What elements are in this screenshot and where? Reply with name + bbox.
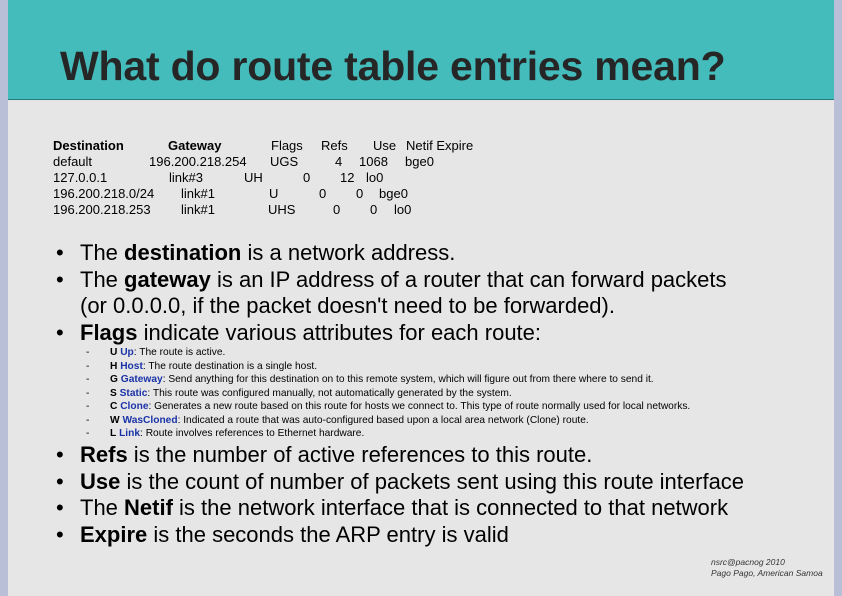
row-use: 0 xyxy=(356,186,364,201)
row-use: 0 xyxy=(370,202,378,217)
footer-line1: nsrc@pacnog 2010 xyxy=(711,557,785,567)
bullet-term: gateway xyxy=(124,267,211,292)
row-gateway: link#1 xyxy=(181,202,215,217)
bullet-marker: • xyxy=(56,442,64,467)
flag-text: L Link: Route involves references to Ethernet hardware. xyxy=(110,428,365,439)
bullet-term: destination xyxy=(124,240,242,265)
row-flags: UH xyxy=(244,170,263,185)
bullet-text: Expire is the seconds the ARP entry is valid xyxy=(80,522,509,547)
row-flags: UGS xyxy=(270,154,299,169)
bullet-continuation: (or 0.0.0.0, if the packet doesn't need to be forwarded). xyxy=(80,293,615,318)
row-destination: 127.0.0.1 xyxy=(53,170,108,185)
bullet-term: Use xyxy=(80,469,121,494)
row-refs: 4 xyxy=(335,154,343,169)
bullet-marker: • xyxy=(56,240,64,265)
bullet-text: The gateway is an IP address of a router that can forward packets xyxy=(80,267,727,292)
dash-marker: - xyxy=(86,401,90,412)
title-bar xyxy=(8,0,834,100)
row-gateway: link#1 xyxy=(181,186,215,201)
flag-text: W WasCloned: Indicated a route that was auto-configured based upon a local area network (Clone) route. xyxy=(110,414,589,426)
bullet-term: Expire xyxy=(80,522,148,547)
bullet-text: Use is the count of number of packets sent using this route interface xyxy=(80,469,745,494)
bullet-marker: • xyxy=(56,469,64,494)
header-netif-expire: Netif Expire xyxy=(406,138,474,153)
flag-text: S Static: This route was configured manually, not automatically generated by the system. xyxy=(110,387,512,399)
row-use: 1068 xyxy=(359,154,388,169)
row-gateway: 196.200.218.254 xyxy=(149,154,247,169)
row-netif: lo0 xyxy=(366,170,384,185)
row-refs: 0 xyxy=(333,202,341,217)
bullet-text: Refs is the number of active references to this route. xyxy=(80,442,593,467)
row-netif: bge0 xyxy=(405,154,434,169)
row-netif: bge0 xyxy=(379,186,408,201)
bullet-term: Flags xyxy=(80,320,138,345)
flag-text: C Clone: Generates a new route based on this route for hosts we connect to. This type of route normally used for local networks. xyxy=(110,401,691,412)
bullet-marker: • xyxy=(56,495,64,520)
flag-text: G Gateway: Send anything for this destination on to this remote system, which will figure out from there where to send it. xyxy=(110,374,654,385)
bullet-marker: • xyxy=(56,320,64,345)
dash-marker: - xyxy=(86,347,90,358)
row-destination: 196.200.218.0/24 xyxy=(53,186,155,201)
dash-marker: - xyxy=(86,428,90,439)
header-refs: Refs xyxy=(321,138,348,153)
row-flags: UHS xyxy=(268,202,296,217)
bullet-marker: • xyxy=(56,267,64,292)
header-flags: Flags xyxy=(271,138,303,153)
row-use: 12 xyxy=(340,170,355,185)
row-refs: 0 xyxy=(319,186,327,201)
flag-text: U Up: The route is active. xyxy=(110,347,226,358)
bullet-term: Refs xyxy=(80,442,128,467)
header-use: Use xyxy=(373,138,397,153)
bullet-term: Netif xyxy=(124,495,173,520)
bullet-text: The destination is a network address. xyxy=(80,240,456,265)
row-netif: lo0 xyxy=(394,202,412,217)
row-gateway: link#3 xyxy=(169,170,203,185)
bullet-text: Flags indicate various attributes for each route: xyxy=(80,320,542,345)
header-destination: Destination xyxy=(53,138,124,153)
dash-marker: - xyxy=(86,387,90,399)
row-destination: default xyxy=(53,154,93,169)
dash-marker: - xyxy=(86,414,90,426)
bullet-marker: • xyxy=(56,522,64,547)
slide-title: What do route table entries mean? xyxy=(60,43,726,89)
row-destination: 196.200.218.253 xyxy=(53,202,151,217)
header-gateway: Gateway xyxy=(168,138,222,153)
dash-marker: - xyxy=(86,374,90,385)
flag-text: H Host: The route destination is a single host. xyxy=(110,360,318,372)
row-flags: U xyxy=(269,186,279,201)
bullet-text: The Netif is the network interface that is connected to that network xyxy=(80,495,729,520)
row-refs: 0 xyxy=(303,170,311,185)
footer-line2: Pago Pago, American Samoa xyxy=(711,568,823,578)
dash-marker: - xyxy=(86,360,90,372)
